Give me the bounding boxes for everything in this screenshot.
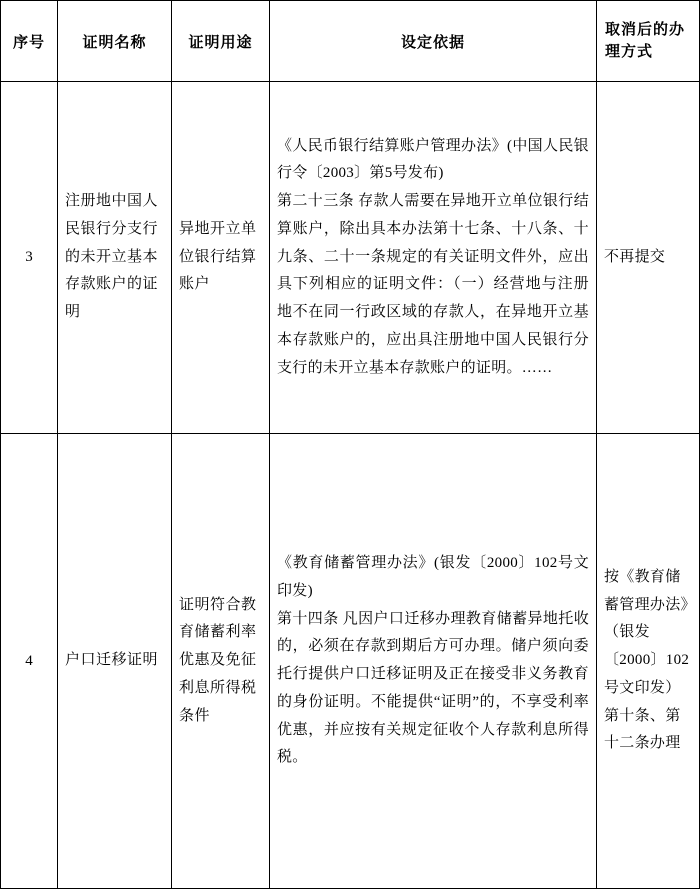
cell-legal-basis bbox=[270, 82, 597, 434]
legal-basis-paragraph-2: 第二十三条 存款人需要在异地开立单位银行结算账户，除出具本办法第十七条、十八条、十九条、二十一条规定的有关证明文件外，应出具下列相应的证明文件：（一）经营地与注册地不在同一行政区域的存款人，在异地开立基本存款账户的，应出具注册地中国人民银行分支行的未开立基本存款账户的证明。…… bbox=[277, 193, 589, 376]
legal-basis-paragraph-1: 《教育储蓄管理办法》(银发〔2000〕102号文印发) bbox=[277, 555, 589, 599]
table-row bbox=[1, 82, 700, 434]
cell-certificate-name: 注册地中国人民银行分支行的未开立基本存款账户的证明 bbox=[58, 82, 172, 434]
cell-after-cancellation: 不再提交 bbox=[597, 82, 700, 434]
table-header bbox=[1, 1, 700, 82]
cell-certificate-use: 异地开立单位银行结算账户 bbox=[172, 82, 270, 434]
table-body bbox=[1, 82, 700, 889]
cell-sequence: 3 bbox=[1, 82, 58, 434]
cell-sequence: 4 bbox=[1, 434, 58, 889]
column-header-name: 证明名称 bbox=[58, 1, 172, 82]
legal-basis-paragraph-2: 第十四条 凡因户口迁移办理教育储蓄异地托收的，必须在存款到期后方可办理。储户须向委托行提供户口迁移证明及正在接受非义务教育的身份证明。不能提供“证明”的，不享受利率优惠，并应按有关规定征收个人存款利息所得税。 bbox=[277, 610, 589, 766]
cell-certificate-name: 户口迁移证明 bbox=[58, 434, 172, 889]
column-header-after: 取消后的办理方式 bbox=[597, 1, 700, 82]
column-header-seq: 序号 bbox=[1, 1, 58, 82]
column-header-basis: 设定依据 bbox=[270, 1, 597, 82]
cell-after-cancellation: 按《教育储蓄管理办法》（银发〔2000〕102号文印发）第十条、第十二条办理 bbox=[597, 434, 700, 889]
cell-certificate-use: 证明符合教育储蓄利率优惠及免征利息所得税条件 bbox=[172, 434, 270, 889]
legal-basis-paragraph-1: 《人民币银行结算账户管理办法》(中国人民银行令〔2003〕第5号发布) bbox=[277, 137, 589, 182]
column-header-use: 证明用途 bbox=[172, 1, 270, 82]
table-row bbox=[1, 434, 700, 889]
cell-legal-basis bbox=[270, 434, 597, 889]
table-header-row bbox=[1, 1, 700, 82]
